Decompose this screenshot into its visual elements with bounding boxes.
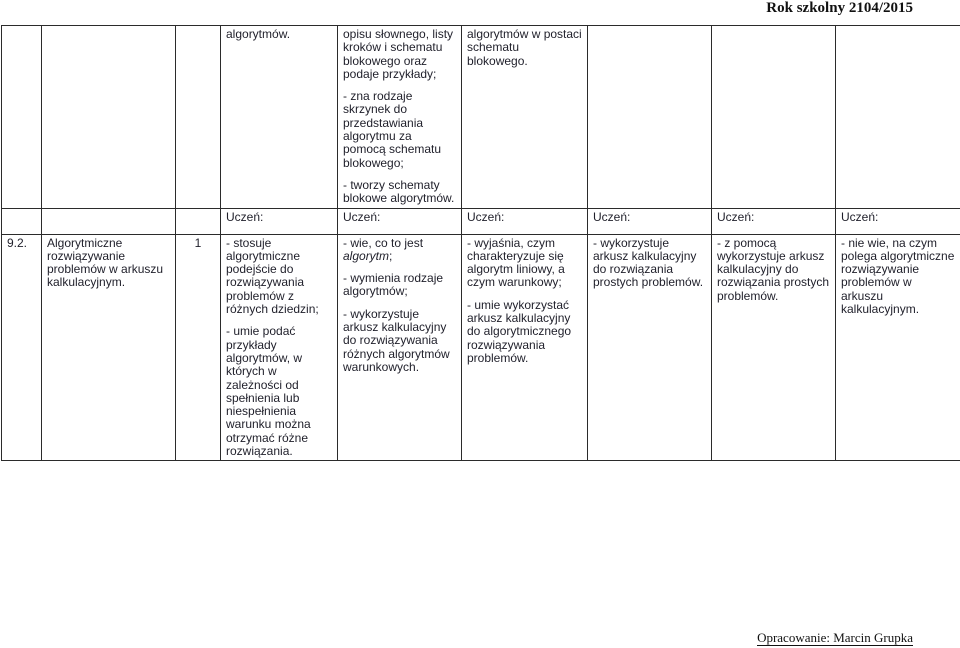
- text-paragraph: - nie wie, na czym polega algorytmiczne rozwiązywanie problemów w arkuszu kalkulacyjnym.: [841, 235, 955, 317]
- hdr-empty-number: [2, 208, 42, 234]
- cont-cell-col6-empty: [712, 26, 836, 209]
- grade-header: Uczeń:: [836, 208, 960, 234]
- text-fragment: - wie, co to jest: [343, 235, 424, 250]
- requirement-cell-col2: [338, 234, 462, 461]
- text-paragraph: algorytmów.: [226, 27, 291, 41]
- lesson-hours: 1: [176, 234, 221, 461]
- text-paragraph: - umie wykorzystać arkusz kalkulacyjny do algorytmicznego rozwiązywania problemów.: [467, 297, 572, 365]
- school-year-header: Rok szkolny 2104/2015: [766, 0, 913, 16]
- hdr-empty-topic: [42, 208, 176, 234]
- hdr-empty-hours: [176, 208, 221, 234]
- text-paragraph: - tworzy schematy blokowe algorytmów.: [343, 177, 455, 206]
- grade-header: Uczeń:: [712, 208, 836, 234]
- cont-cell-col4: [462, 26, 588, 209]
- continuation-row: [2, 26, 960, 209]
- author-credit: Opracowanie: Marcin Grupka: [757, 630, 913, 645]
- text-paragraph: - z pomocą wykorzystuje arkusz kalkulacyjny do rozwiązania prostych problemów.: [717, 235, 830, 303]
- cell-hours-empty: [176, 26, 221, 209]
- requirement-cell-col6: [836, 234, 960, 461]
- cell-number-empty: [2, 26, 42, 209]
- text-paragraph: [343, 237, 456, 264]
- requirement-cell-col3: [462, 234, 588, 461]
- requirement-cell-col1: [221, 234, 338, 461]
- cont-cell-col7-empty: [836, 26, 960, 209]
- grade-header: Uczeń:: [588, 208, 712, 234]
- text-paragraph: opisu słownego, listy kroków i schematu blokowego oraz podaje przykłady;: [343, 27, 454, 81]
- text-paragraph: - zna rodzaje skrzynek do przedstawiania algorytmu za pomocą schematu blokowego;: [343, 89, 442, 170]
- text-paragraph: - wyjaśnia, czym charakteryzuje się algorytm liniowy, a czym warunkowy;: [467, 235, 565, 290]
- grade-header-row: [2, 208, 960, 234]
- cont-cell-col3: [338, 26, 462, 209]
- text-paragraph: - wykorzystuje arkusz kalkulacyjny do rozwiązania prostych problemów.: [593, 235, 704, 290]
- text-paragraph: - wykorzystuje arkusz kalkulacyjny do rozwiązywania różnych algorytmów warunkowych.: [343, 306, 450, 374]
- grade-header: Uczeń:: [338, 208, 462, 234]
- text-paragraph: - umie podać przykłady algorytmów, w których w zależności od spełnienia lub niespełnienia warunku można otrzymać różne rozwiązania.: [226, 324, 311, 459]
- requirement-cell-col5: [712, 234, 836, 461]
- cont-cell-col2: [221, 26, 338, 209]
- grade-header: Uczeń:: [221, 208, 338, 234]
- grade-header: Uczeń:: [462, 208, 588, 234]
- curriculum-table: [1, 25, 960, 461]
- text-paragraph: - stosuje algorytmiczne podejście do rozwiązywania problemów z różnych dziedzin;: [226, 235, 319, 317]
- lesson-number: 9.2.: [2, 234, 42, 461]
- text-paragraph: algorytmów w postaci schematu blokowego.: [467, 27, 582, 68]
- requirement-cell-col4: [588, 234, 712, 461]
- text-paragraph: - wymienia rodzaje algorytmów;: [343, 271, 444, 299]
- term-algorytm: algorytm: [343, 248, 390, 263]
- lesson-topic: Algorytmiczne rozwiązywanie problemów w arkuszu kalkulacyjnym.: [42, 234, 176, 461]
- lesson-row: [2, 234, 960, 461]
- text-fragment: ;: [389, 248, 393, 263]
- cell-topic-empty: [42, 26, 176, 209]
- footer-author: [757, 631, 913, 645]
- cont-cell-col5-empty: [588, 26, 712, 209]
